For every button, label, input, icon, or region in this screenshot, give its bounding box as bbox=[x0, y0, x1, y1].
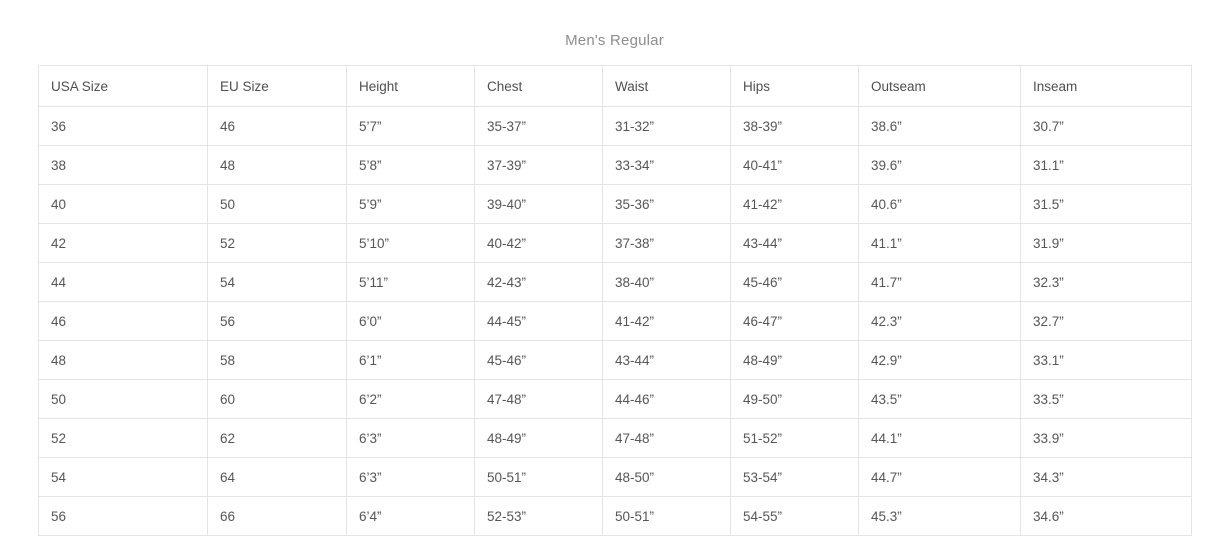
cell-waist: 37-38” bbox=[603, 224, 731, 263]
cell-inseam: 34.3” bbox=[1021, 458, 1192, 497]
table-row bbox=[39, 497, 1192, 536]
table-row bbox=[39, 263, 1192, 302]
cell-height: 5’10” bbox=[347, 224, 475, 263]
table-row bbox=[39, 380, 1192, 419]
column-header-eu-size: EU Size bbox=[208, 66, 347, 107]
cell-chest: 47-48” bbox=[475, 380, 603, 419]
cell-usa-size: 36 bbox=[39, 107, 208, 146]
cell-eu-size: 52 bbox=[208, 224, 347, 263]
cell-inseam: 31.5” bbox=[1021, 185, 1192, 224]
cell-hips: 49-50” bbox=[731, 380, 859, 419]
table-header bbox=[39, 66, 1192, 107]
cell-usa-size: 54 bbox=[39, 458, 208, 497]
cell-usa-size: 42 bbox=[39, 224, 208, 263]
cell-waist: 41-42” bbox=[603, 302, 731, 341]
cell-waist: 48-50” bbox=[603, 458, 731, 497]
cell-height: 6’0” bbox=[347, 302, 475, 341]
cell-hips: 53-54” bbox=[731, 458, 859, 497]
cell-waist: 47-48” bbox=[603, 419, 731, 458]
cell-chest: 39-40” bbox=[475, 185, 603, 224]
cell-outseam: 45.3” bbox=[859, 497, 1021, 536]
cell-usa-size: 50 bbox=[39, 380, 208, 419]
column-header-outseam: Outseam bbox=[859, 66, 1021, 107]
cell-eu-size: 58 bbox=[208, 341, 347, 380]
cell-usa-size: 52 bbox=[39, 419, 208, 458]
table-row bbox=[39, 419, 1192, 458]
cell-inseam: 30.7” bbox=[1021, 107, 1192, 146]
cell-height: 5’8” bbox=[347, 146, 475, 185]
cell-usa-size: 38 bbox=[39, 146, 208, 185]
cell-chest: 52-53” bbox=[475, 497, 603, 536]
cell-inseam: 32.3” bbox=[1021, 263, 1192, 302]
cell-chest: 45-46” bbox=[475, 341, 603, 380]
table-row bbox=[39, 341, 1192, 380]
cell-usa-size: 56 bbox=[39, 497, 208, 536]
cell-outseam: 38.6” bbox=[859, 107, 1021, 146]
cell-inseam: 31.9” bbox=[1021, 224, 1192, 263]
cell-usa-size: 46 bbox=[39, 302, 208, 341]
table-row bbox=[39, 107, 1192, 146]
cell-waist: 44-46” bbox=[603, 380, 731, 419]
table-row bbox=[39, 224, 1192, 263]
table-row bbox=[39, 146, 1192, 185]
cell-outseam: 41.1” bbox=[859, 224, 1021, 263]
cell-waist: 35-36” bbox=[603, 185, 731, 224]
cell-height: 6’3” bbox=[347, 419, 475, 458]
column-header-inseam: Inseam bbox=[1021, 66, 1192, 107]
cell-chest: 40-42” bbox=[475, 224, 603, 263]
size-table-container bbox=[38, 65, 1191, 536]
cell-eu-size: 60 bbox=[208, 380, 347, 419]
table-row bbox=[39, 458, 1192, 497]
cell-waist: 43-44” bbox=[603, 341, 731, 380]
cell-outseam: 44.7” bbox=[859, 458, 1021, 497]
cell-usa-size: 40 bbox=[39, 185, 208, 224]
cell-outseam: 44.1” bbox=[859, 419, 1021, 458]
cell-outseam: 41.7” bbox=[859, 263, 1021, 302]
cell-usa-size: 44 bbox=[39, 263, 208, 302]
cell-height: 6’2” bbox=[347, 380, 475, 419]
cell-eu-size: 64 bbox=[208, 458, 347, 497]
page-title: Men's Regular bbox=[565, 32, 664, 49]
cell-inseam: 31.1” bbox=[1021, 146, 1192, 185]
cell-hips: 51-52” bbox=[731, 419, 859, 458]
cell-waist: 31-32” bbox=[603, 107, 731, 146]
cell-height: 6’4” bbox=[347, 497, 475, 536]
cell-eu-size: 66 bbox=[208, 497, 347, 536]
cell-eu-size: 62 bbox=[208, 419, 347, 458]
cell-chest: 42-43” bbox=[475, 263, 603, 302]
cell-hips: 38-39” bbox=[731, 107, 859, 146]
column-header-chest: Chest bbox=[475, 66, 603, 107]
table-header-row bbox=[39, 66, 1192, 107]
cell-height: 5’9” bbox=[347, 185, 475, 224]
cell-inseam: 33.5” bbox=[1021, 380, 1192, 419]
cell-height: 5’7” bbox=[347, 107, 475, 146]
cell-hips: 46-47” bbox=[731, 302, 859, 341]
cell-height: 6’3” bbox=[347, 458, 475, 497]
cell-chest: 44-45” bbox=[475, 302, 603, 341]
cell-hips: 43-44” bbox=[731, 224, 859, 263]
cell-eu-size: 56 bbox=[208, 302, 347, 341]
cell-waist: 33-34” bbox=[603, 146, 731, 185]
cell-chest: 37-39” bbox=[475, 146, 603, 185]
cell-chest: 50-51” bbox=[475, 458, 603, 497]
size-chart-table bbox=[38, 65, 1192, 536]
cell-chest: 35-37” bbox=[475, 107, 603, 146]
cell-eu-size: 48 bbox=[208, 146, 347, 185]
cell-chest: 48-49” bbox=[475, 419, 603, 458]
cell-inseam: 33.9” bbox=[1021, 419, 1192, 458]
cell-eu-size: 50 bbox=[208, 185, 347, 224]
column-header-hips: Hips bbox=[731, 66, 859, 107]
cell-hips: 48-49” bbox=[731, 341, 859, 380]
cell-hips: 40-41” bbox=[731, 146, 859, 185]
cell-eu-size: 46 bbox=[208, 107, 347, 146]
table-body bbox=[39, 107, 1192, 536]
cell-outseam: 42.3” bbox=[859, 302, 1021, 341]
cell-usa-size: 48 bbox=[39, 341, 208, 380]
cell-inseam: 33.1” bbox=[1021, 341, 1192, 380]
column-header-usa-size: USA Size bbox=[39, 66, 208, 107]
cell-hips: 41-42” bbox=[731, 185, 859, 224]
cell-outseam: 43.5” bbox=[859, 380, 1021, 419]
cell-hips: 54-55” bbox=[731, 497, 859, 536]
table-row bbox=[39, 185, 1192, 224]
cell-height: 6’1” bbox=[347, 341, 475, 380]
table-row bbox=[39, 302, 1192, 341]
cell-waist: 50-51” bbox=[603, 497, 731, 536]
cell-outseam: 42.9” bbox=[859, 341, 1021, 380]
cell-outseam: 40.6” bbox=[859, 185, 1021, 224]
cell-hips: 45-46” bbox=[731, 263, 859, 302]
column-header-waist: Waist bbox=[603, 66, 731, 107]
cell-inseam: 34.6” bbox=[1021, 497, 1192, 536]
cell-waist: 38-40” bbox=[603, 263, 731, 302]
cell-height: 5’11” bbox=[347, 263, 475, 302]
cell-eu-size: 54 bbox=[208, 263, 347, 302]
cell-outseam: 39.6” bbox=[859, 146, 1021, 185]
column-header-height: Height bbox=[347, 66, 475, 107]
cell-inseam: 32.7” bbox=[1021, 302, 1192, 341]
